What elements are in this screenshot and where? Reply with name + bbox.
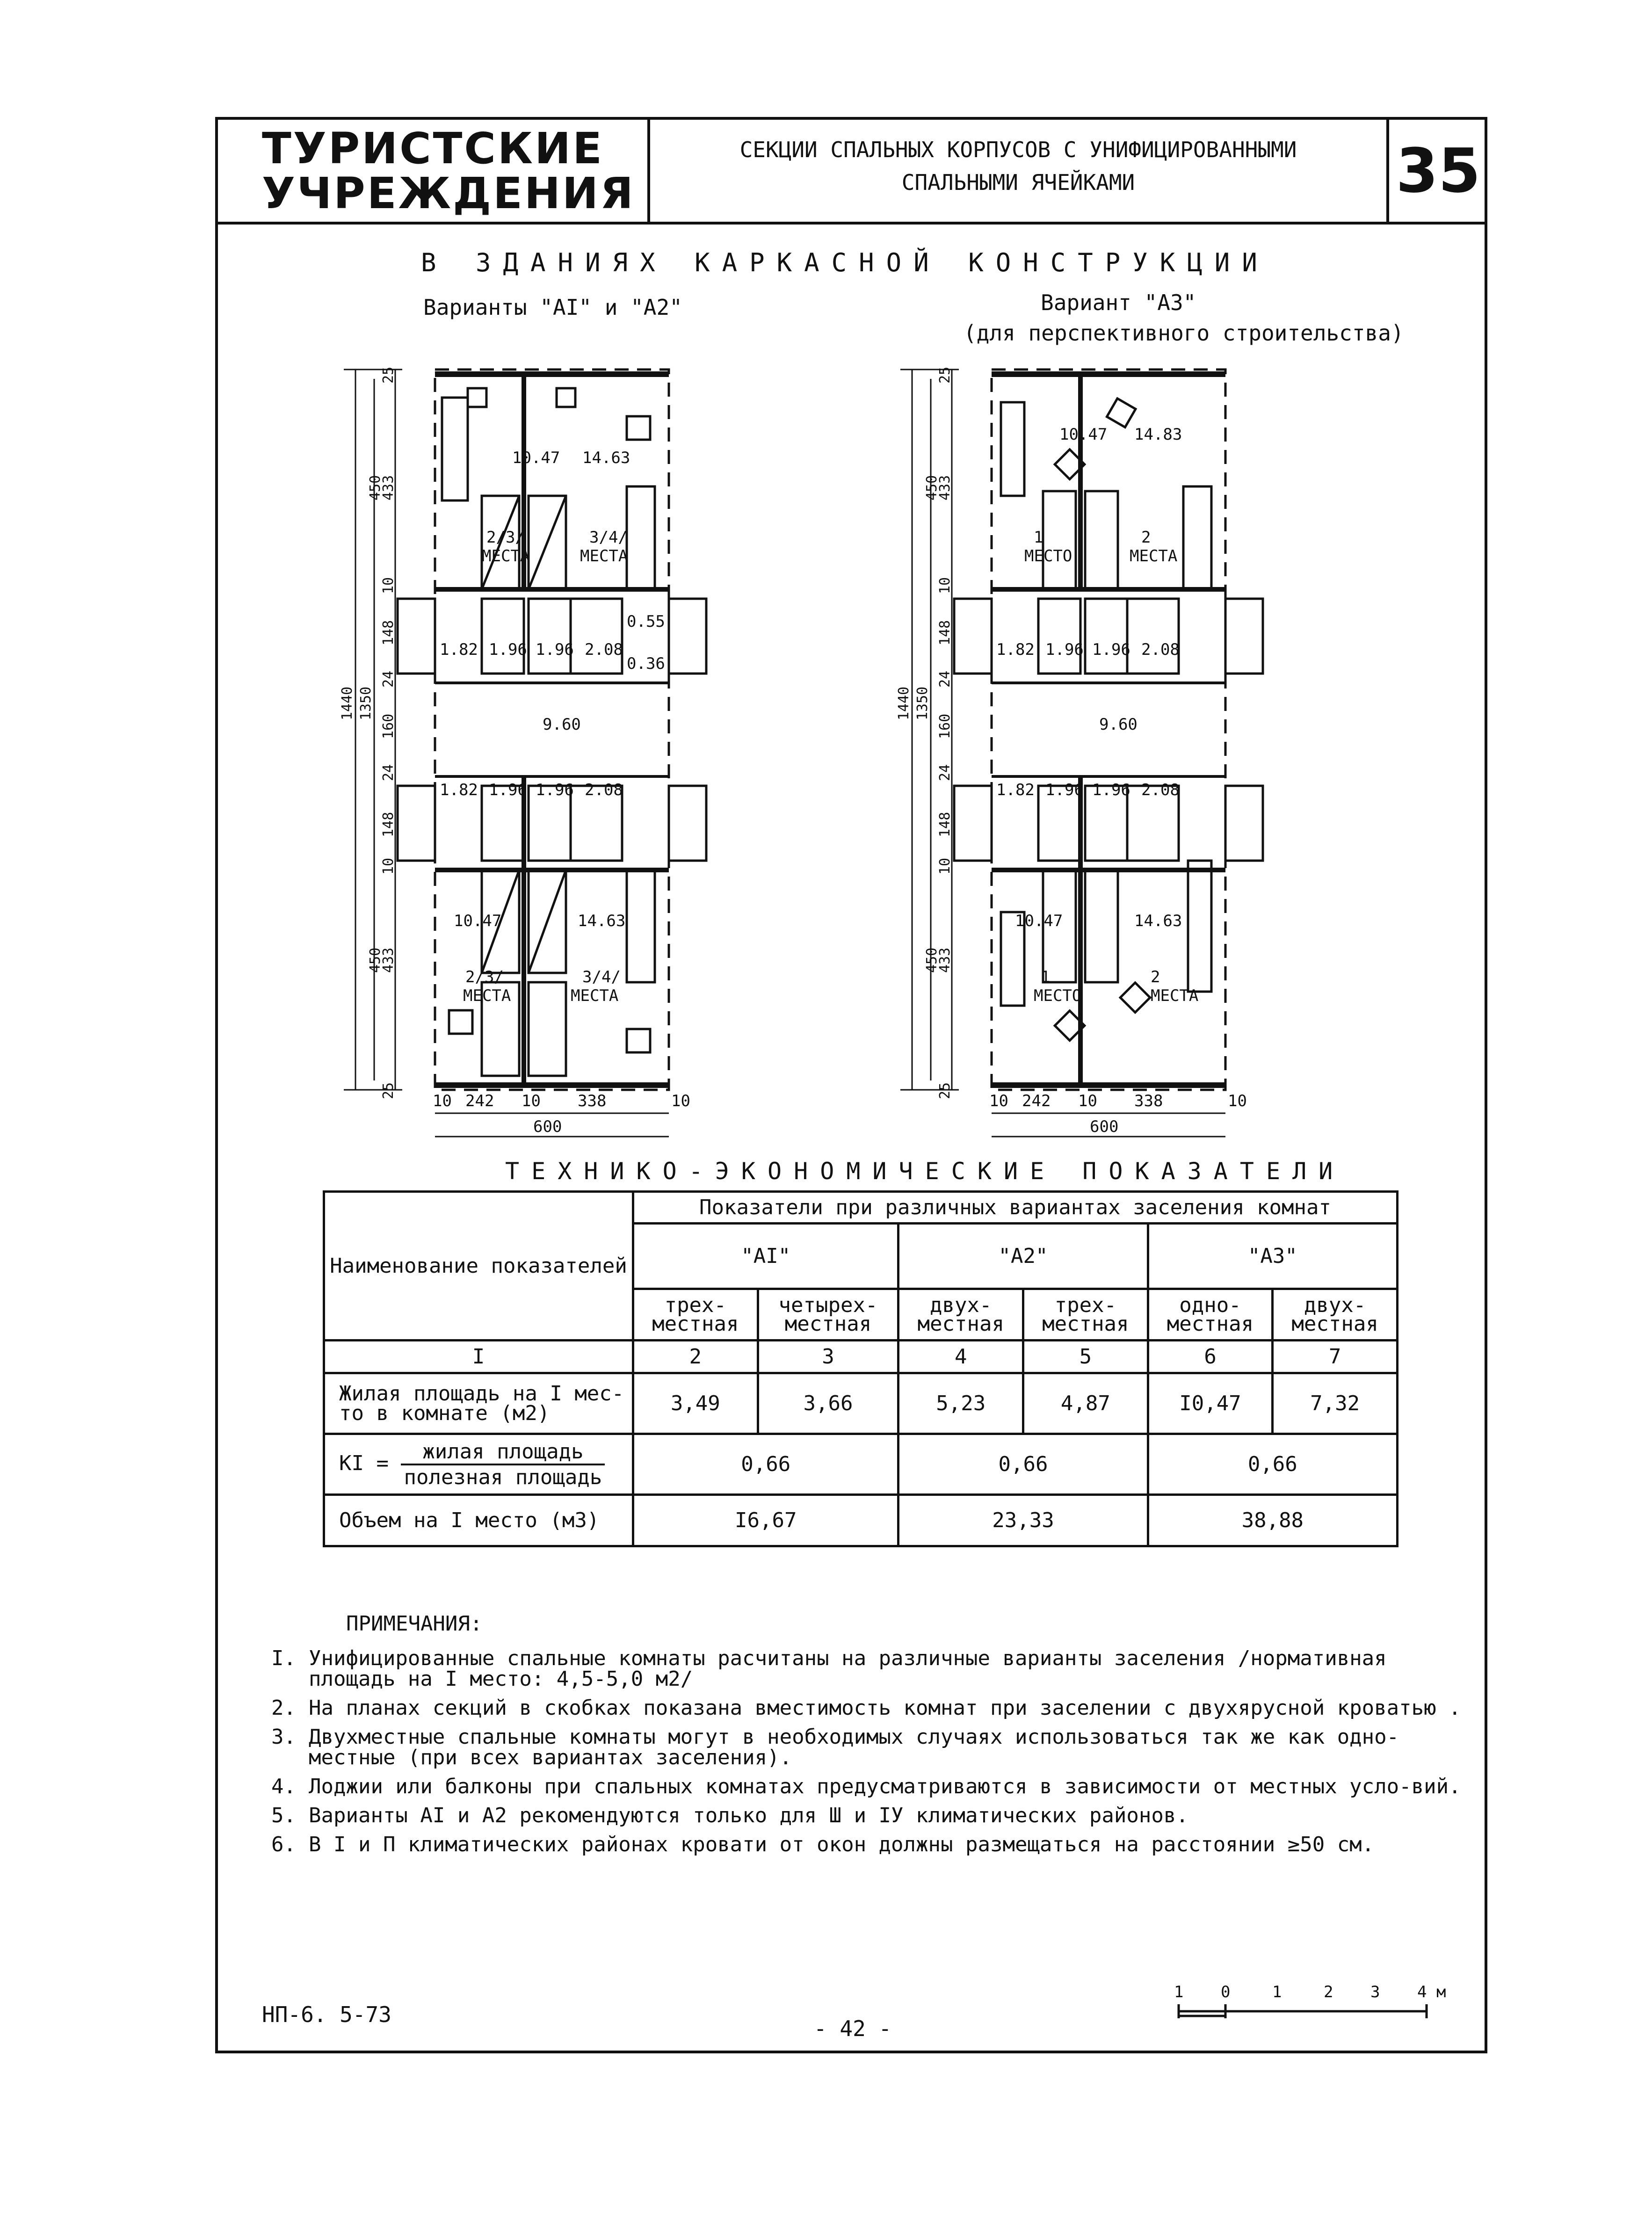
left-wc-8: 2.08 [585,781,623,799]
sub-header: двух- местная [1273,1289,1398,1341]
indicators-table [323,1190,1398,1547]
sub-header: двух- местная [898,1289,1023,1341]
variant-a3-header: "А3" [1148,1224,1397,1289]
left-dim-s1: 1440 [339,686,355,720]
note-item [267,1648,1464,1689]
left-dim-s4: 433 [380,475,397,500]
table-cell: 3,49 [633,1373,758,1434]
k-numerator: жилая площадь [401,1440,605,1465]
right-dim-s12: 450 [924,947,940,973]
col-number: I [324,1341,633,1373]
left-cap-b-bottom: 3/4/ [582,968,621,986]
left-dim-s7: 24 [380,670,397,688]
right-places-b-bottom: МЕСТА [1151,986,1199,1005]
series-cell [215,117,650,225]
right-place-a-bottom: МЕСТО [1034,986,1082,1005]
right-dim-s11: 10 [937,857,953,875]
left-floor-plan [327,346,833,1151]
col-number: 4 [898,1341,1023,1373]
right-dim-b1: 10 [989,1092,1008,1110]
right-dim-s13: 433 [937,947,953,973]
right-dim-s10: 148 [937,812,953,837]
scale-label: 1 [1272,1983,1282,2001]
right-cap-b-top: 2 [1141,528,1151,547]
left-area-a-bottom: 10.47 [454,912,502,930]
left-small-2: 0.36 [627,654,665,673]
col-number: 3 [758,1341,898,1373]
k-fraction [401,1440,605,1489]
right-cap-b-bottom: 2 [1151,968,1160,986]
left-places-a-bottom: МЕСТА [463,986,511,1005]
right-corridor-area: 9.60 [1099,715,1138,734]
scale-label: 2 [1324,1983,1333,2001]
left-variant-title: Варианты "АI" и "А2" [423,295,682,320]
left-wc-1: 1.82 [440,640,478,659]
left-wc-2: 1.96 [489,640,527,659]
note-item [267,1805,1464,1826]
right-area-c-bottom: 14.63 [1134,912,1182,930]
row-k-coefficient-label [324,1434,633,1495]
left-dim-s8: 160 [380,713,397,739]
left-dim-s11: 10 [380,857,397,875]
right-area-a-bottom: 10.47 [1015,912,1063,930]
sheet-title [650,133,1386,199]
left-dim-s13: 433 [380,947,397,973]
table-cell: 5,23 [898,1373,1023,1434]
left-dim-total: 600 [533,1117,562,1136]
left-dim-s14: 25 [380,366,397,384]
right-cap-a-top: 1 [1034,528,1043,547]
note-text: Варианты АI и А2 рекомендуются только для Ш и IУ климатических районов. [309,1804,1188,1827]
table-cell: 38,88 [1148,1495,1397,1546]
notes-section [267,1614,1464,1863]
name-header: Наименование показателей [324,1192,633,1341]
sub-header: трех- местная [633,1289,758,1341]
right-area-a-top: 10.47 [1059,425,1108,444]
left-dim-b3: 10 [522,1092,541,1110]
right-dim-s8: 160 [937,713,953,739]
left-dim-b1: 10 [433,1092,452,1110]
series-title [262,123,635,218]
left-wc-3: 1.96 [536,640,574,659]
right-wc-2: 1.96 [1045,640,1084,659]
right-dim-s7: 24 [937,670,953,688]
left-dim-b5: 10 [671,1092,690,1110]
left-area-b-top: 14.63 [582,449,630,467]
note-item [267,1698,1464,1718]
page-number: - 42 - [814,2016,892,2041]
left-places-b-top: МЕСТА [580,547,628,565]
k-denominator: полезная площадь [404,1465,602,1489]
notes-heading: ПРИМЕЧАНИЯ: [346,1612,483,1636]
series-line-2: УЧРЕЖДЕНИЯ [262,168,635,218]
sub-header: трех- местная [1023,1289,1148,1341]
row-volume-label: Объем на I место (м3) [324,1495,633,1546]
right-dim-b4: 338 [1134,1092,1163,1110]
left-dim-s9: 24 [380,764,397,781]
sheet-title-line-2: СПАЛЬНЫМИ ЯЧЕЙКАМИ [901,170,1135,195]
right-variant-subtitle: (для перспективного строительства) [964,320,1404,346]
scale-label: 4 м [1417,1983,1446,2001]
col-number: 6 [1148,1341,1273,1373]
left-wc-4: 2.08 [585,640,623,659]
sheet-number: 35 [1396,135,1481,206]
right-dim-s3: 450 [924,475,940,500]
note-item [267,1834,1464,1855]
right-dim-s14: 25 [937,366,953,384]
table-cell: 0,66 [898,1434,1148,1495]
k-symbol: KI = [339,1451,389,1475]
sheet-title-cell [650,117,1389,225]
group-header: Показатели при различных вариантах заселения комнат [633,1192,1398,1224]
left-area-b-bottom: 14.63 [578,912,626,930]
right-dim-total: 600 [1090,1117,1119,1136]
note-number: 4. [271,1775,296,1798]
note-number: 5. [271,1804,296,1827]
title-block [215,117,1487,225]
right-wc-5: 1.82 [996,781,1035,799]
right-dim-s5: 10 [937,577,953,594]
left-wc-5: 1.82 [440,781,478,799]
left-wc-7: 1.96 [536,781,574,799]
note-text: Унифицированные спальные комнаты расчитаны на различные варианты заселения /нормативная площадь на I место: 4,5-5,0 м2/ [309,1646,1387,1691]
left-dim-b2: 242 [465,1092,494,1110]
left-dim-s15: 25 [380,1082,397,1099]
left-wc-6: 1.96 [489,781,527,799]
right-dim-s4: 433 [937,475,953,500]
left-cap-a-bottom: 2/3/ [465,968,504,986]
table-title: ТЕХНИКО-ЭКОНОМИЧЕСКИЕ ПОКАЗАТЕЛИ [505,1158,1345,1185]
table-cell: 3,66 [758,1373,898,1434]
note-item [267,1776,1464,1797]
note-text: Лоджии или балконы при спальных комнатах предусматриваются в зависимости от местных усло-вий. [309,1775,1461,1798]
series-line-1: ТУРИСТСКИЕ [262,123,604,174]
right-dim-s6: 148 [937,620,953,645]
drawing-main-title: В ЗДАНИЯХ КАРКАСНОЙ КОНСТРУКЦИИ [421,248,1269,277]
right-dim-s15: 25 [937,1082,953,1099]
right-dim-s1: 1440 [896,686,912,720]
note-text: Двухместные спальные комнаты могут в необходимых случаях использоваться так же как одно-местные (при всех вариантах заселения). [309,1725,1399,1769]
left-dim-s2: 1350 [358,686,374,720]
right-wc-4: 2.08 [1141,640,1180,659]
left-places-a-top: МЕСТА [482,547,530,565]
sub-header: одно- местная [1148,1289,1273,1341]
right-area-b-top: 14.83 [1134,425,1182,444]
col-number: 5 [1023,1341,1148,1373]
scale-bar [1174,1979,1464,2030]
sheet-title-line-1: СЕКЦИИ СПАЛЬНЫХ КОРПУСОВ С УНИФИЦИРОВАННЫМИ [739,137,1297,162]
right-wc-8: 2.08 [1141,781,1180,799]
row-living-area-label: Жилая площадь на I мес- то в комнате (м2) [324,1373,633,1434]
variant-a2-header: "А2" [898,1224,1148,1289]
left-cap-a-top: 2/3/ [486,528,525,547]
left-dim-s3: 450 [367,475,384,500]
table-cell: 0,66 [633,1434,898,1495]
right-wc-1: 1.82 [996,640,1035,659]
note-text: На планах секций в скобках показана вместимость комнат при заселении с двухярусной кроватью . [309,1696,1461,1720]
table-cell: 4,87 [1023,1373,1148,1434]
right-wc-7: 1.96 [1092,781,1130,799]
left-small-1: 0.55 [627,612,665,631]
left-dim-s10: 148 [380,812,397,837]
table-cell: I6,67 [633,1495,898,1546]
variant-a1-header: "АI" [633,1224,898,1289]
note-item [267,1727,1464,1768]
right-dim-s2: 1350 [914,686,931,720]
left-dim-s12: 450 [367,947,384,973]
note-number: I. [271,1646,296,1670]
sheet-number-cell [1389,117,1487,225]
scale-label: 1 [1174,1983,1184,2001]
table-cell: 23,33 [898,1495,1148,1546]
left-dim-b4: 338 [578,1092,607,1110]
scale-label: 0 [1221,1983,1231,2001]
right-variant-title: Вариант "А3" [1041,290,1196,315]
document-code: НП-6. 5-73 [262,2002,391,2027]
right-place-a-top: МЕСТО [1024,547,1072,565]
table-cell: I0,47 [1148,1373,1273,1434]
left-corridor-area: 9.60 [543,715,581,734]
left-cap-b-top: 3/4/ [589,528,628,547]
left-dim-s5: 10 [380,577,397,594]
left-places-b-bottom: МЕСТА [571,986,619,1005]
left-area-a-top: 10.47 [512,449,560,467]
sub-header: четырех- местная [758,1289,898,1341]
right-wc-3: 1.96 [1092,640,1130,659]
right-dim-b2: 242 [1022,1092,1051,1110]
table-cell: 7,32 [1273,1373,1398,1434]
right-dim-b5: 10 [1228,1092,1247,1110]
right-floor-plan [879,346,1384,1151]
note-number: 3. [271,1725,296,1749]
note-number: 6. [271,1833,296,1856]
right-dim-s9: 24 [937,764,953,781]
col-number: 7 [1273,1341,1398,1373]
note-number: 2. [271,1696,296,1720]
scale-label: 3 [1370,1983,1380,2001]
note-text: В I и П климатических районах кровати от окон должны размещаться на расстоянии ≥50 см. [309,1833,1375,1856]
col-number: 2 [633,1341,758,1373]
right-cap-a-bottom: 1 [1041,968,1051,986]
left-dim-s6: 148 [380,620,397,645]
right-wc-6: 1.96 [1045,781,1084,799]
right-places-b-top: МЕСТА [1130,547,1178,565]
right-dim-b3: 10 [1078,1092,1097,1110]
table-cell: 0,66 [1148,1434,1397,1495]
